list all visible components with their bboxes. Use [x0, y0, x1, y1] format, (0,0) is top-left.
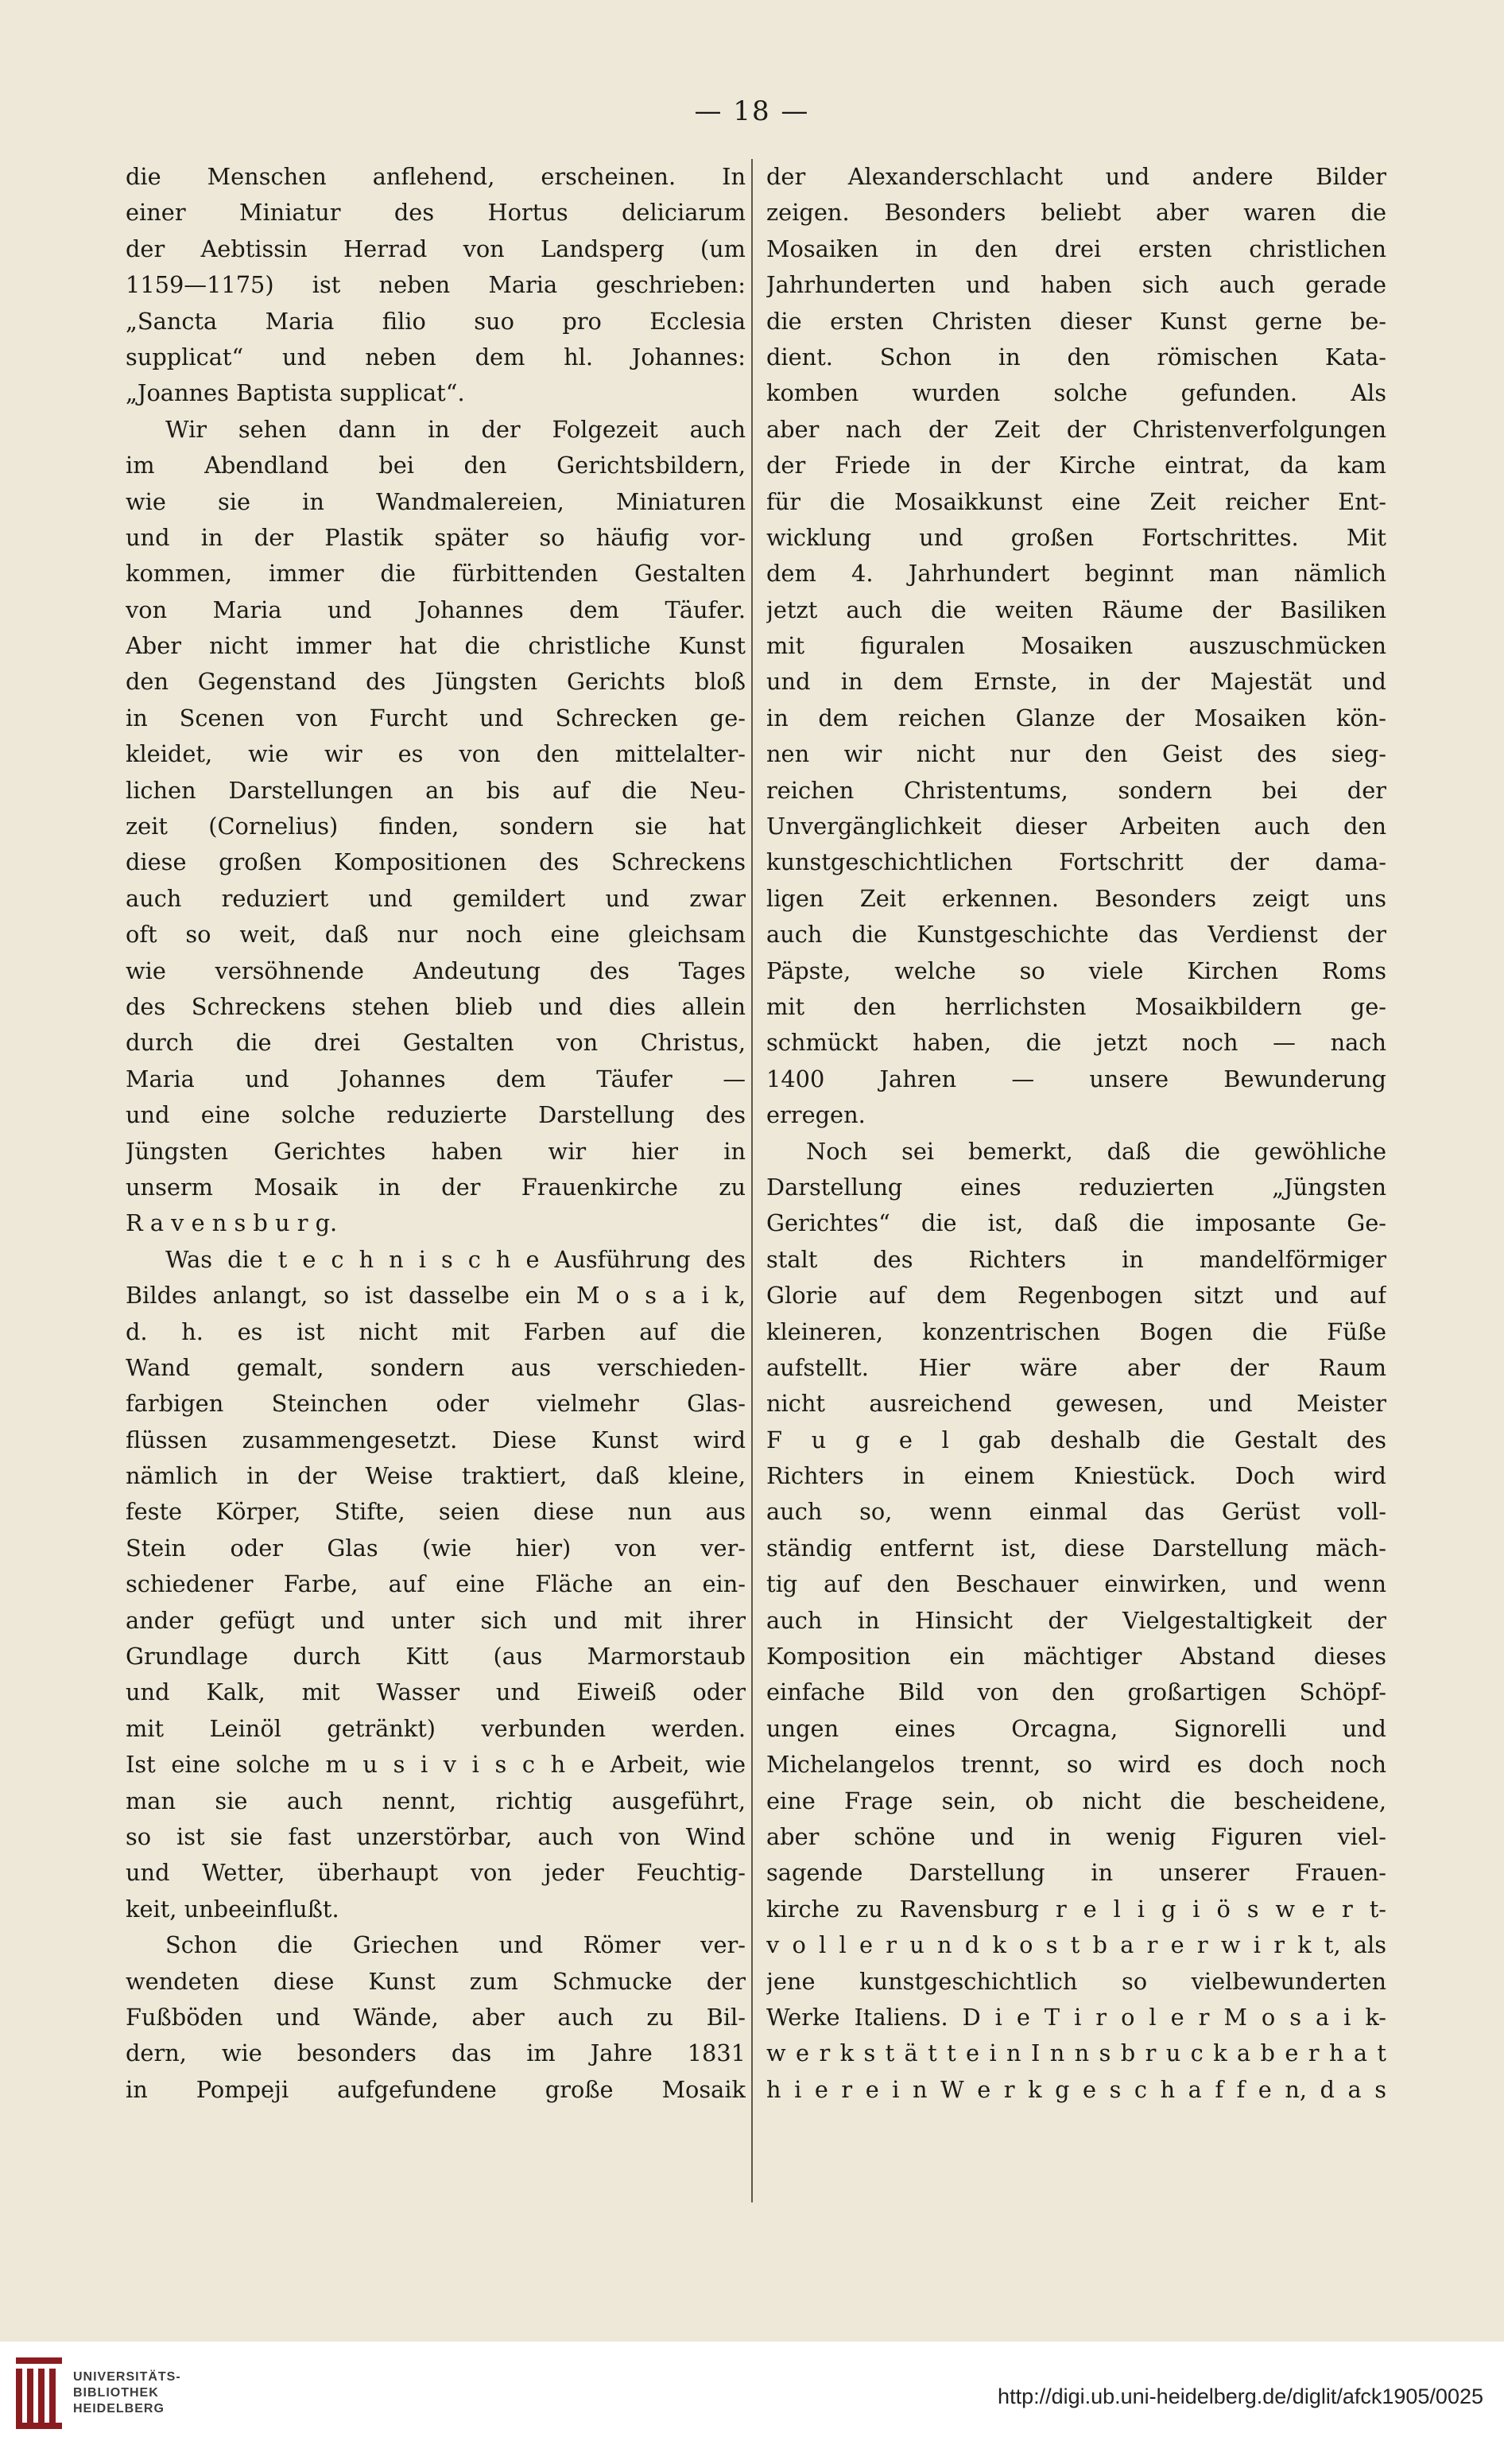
text-line: Mosaiken in den drei ersten christlichen [766, 235, 1386, 262]
text-line: die Menschen anflehend, erscheinen. In [126, 163, 746, 190]
text-line: Wir sehen dann in der Folgezeit auch [165, 415, 746, 443]
library-logo-text [73, 2369, 181, 2417]
text-line: den Gegenstand des Jüngsten Gerichts bloß [126, 668, 746, 696]
text-line: aufstellt. Hier wäre aber der Raum [766, 1353, 1386, 1381]
text-line: Gerichtes“ die ist, daß die imposante Ge- [766, 1209, 1386, 1237]
page-number: — 18 — [694, 95, 810, 127]
text-line: in dem reichen Glanze der Mosaiken kön- [766, 704, 1386, 731]
text-line: mit Leinöl getränkt) verbunden werden. [126, 1714, 746, 1742]
library-logo-icon [16, 2357, 62, 2429]
text-line: erregen. [766, 1101, 866, 1129]
text-line: feste Körper, Stifte, seien diese nun aus [126, 1498, 746, 1526]
text-line: diese großen Kompositionen des Schreckens [126, 848, 746, 876]
text-line: auch so, wenn einmal das Gerüst voll- [766, 1498, 1386, 1526]
text-line: Schon die Griechen und Römer ver- [165, 1931, 746, 1959]
text-line: kommen, immer die fürbittenden Gestalten [126, 560, 746, 588]
footer-url-link[interactable]: http://digi.ub.uni-heidelberg.de/diglit/afck1905/0025 [998, 2384, 1483, 2408]
text-line: zeigen. Besonders beliebt aber waren die [766, 199, 1386, 227]
text-line: die ersten Christen dieser Kunst gerne be- [766, 307, 1386, 335]
text-line: mit figuralen Mosaiken auszuschmücken [766, 632, 1386, 660]
text-line: und eine solche reduzierte Darstellung des [126, 1101, 746, 1129]
text-line: wie sie in Wandmalereien, Miniaturen [126, 487, 746, 515]
text-line: Maria und Johannes dem Täufer — [126, 1065, 746, 1092]
text-line: jetzt auch die weiten Räume der Basiliken [766, 596, 1386, 623]
text-line: einer Miniatur des Hortus deliciarum [126, 199, 746, 227]
text-line: farbigen Steinchen oder vielmehr Glas- [126, 1390, 746, 1418]
text-line: lichen Darstellungen an bis auf die Neu- [126, 776, 746, 804]
text-line: in Pompeji aufgefundene große Mosaik [126, 2075, 746, 2103]
text-line: dem 4. Jahrhundert beginnt man nämlich [766, 560, 1386, 588]
text-line: kleidet, wie wir es von den mittelalter- [126, 740, 746, 768]
text-line: Aber nicht immer hat die christliche Kunst [126, 632, 746, 660]
text-line: und Wetter, überhaupt von jeder Feuchtig- [126, 1859, 746, 1887]
text-line: ander gefügt und unter sich und mit ihrer [126, 1606, 746, 1634]
text-line: im Abendland bei den Gerichtsbildern, [126, 452, 746, 479]
text-line: durch die drei Gestalten von Christus, [126, 1029, 746, 1057]
text-line: schiedener Farbe, auf eine Fläche an ein- [126, 1570, 746, 1598]
logo-line: UNIVERSITÄTS- [73, 2370, 181, 2384]
text-line: supplicat“ und neben dem hl. Johannes: [126, 343, 746, 371]
text-line: nämlich in der Weise traktiert, daß kleine, [126, 1462, 746, 1490]
text-line: aber nach der Zeit der Christenverfolgungen [766, 415, 1386, 443]
text-line: Grundlage durch Kitt (aus Marmorstaub [126, 1643, 746, 1670]
text-line: der Friede in der Kirche eintrat, da kam [766, 452, 1386, 479]
text-line: Glorie auf dem Regenbogen sitzt und auf [766, 1282, 1386, 1310]
text-line: kunstgeschichtlichen Fortschritt der dama- [766, 848, 1386, 876]
text-line: Noch sei bemerkt, daß die gewöhliche [806, 1137, 1386, 1165]
text-line: sagende Darstellung in unserer Frauen- [766, 1859, 1386, 1887]
text-line: „Sancta Maria filio suo pro Ecclesia [126, 307, 746, 335]
text-line: und Kalk, mit Wasser und Eiweiß oder [126, 1678, 746, 1706]
text-line: Ist eine solche m u s i v i s c h e Arbeit, wie [126, 1751, 746, 1779]
text-line: so ist sie fast unzerstörbar, auch von Wind [126, 1822, 746, 1850]
text-line: dient. Schon in den römischen Kata- [766, 343, 1386, 371]
text-line: ständig entfernt ist, diese Darstellung mäch- [766, 1534, 1386, 1562]
text-line: Wand gemalt, sondern aus verschieden- [126, 1353, 746, 1381]
logo-line: BIBLIOTHEK [73, 2386, 159, 2400]
left-column [126, 159, 746, 2108]
text-line: kirche zu Ravensburg r e l i g i ö s w e r t- [766, 1895, 1386, 1923]
text-line: ungen eines Orcagna, Signorelli und [766, 1714, 1386, 1742]
library-logo[interactable] [16, 2357, 181, 2429]
text-line: Was die t e c h n i s c h e Ausführung des [165, 1245, 746, 1273]
text-line: flüssen zusammengesetzt. Diese Kunst wird [126, 1426, 746, 1453]
logo-line: HEIDELBERG [73, 2402, 165, 2415]
text-line: nen wir nicht nur den Geist des sieg- [766, 740, 1386, 768]
text-line: v o l l e r u n d k o s t b a r e r w i r k t, als [766, 1931, 1386, 1959]
text-line: Päpste, welche so viele Kirchen Roms [766, 956, 1386, 984]
text-line: eine Frage sein, ob nicht die bescheidene, [766, 1787, 1386, 1814]
text-line: von Maria und Johannes dem Täufer. [126, 596, 746, 623]
text-line: h i e r e i n W e r k g e s c h a f f e n, d a s [766, 2075, 1386, 2103]
column-divider [751, 159, 753, 2202]
text-line: ligen Zeit erkennen. Besonders zeigt uns [766, 884, 1386, 912]
text-line: Unvergänglichkeit dieser Arbeiten auch den [766, 813, 1386, 840]
text-line: w e r k s t ä t t e i n I n n s b r u c k a b e r h a t [766, 2039, 1386, 2067]
text-line: reichen Christentums, sondern bei der [766, 776, 1386, 804]
text-line: wendeten diese Kunst zum Schmucke der [126, 1967, 746, 1995]
text-line: einfache Bild von den großartigen Schöpf- [766, 1678, 1386, 1706]
text-line: Jüngsten Gerichtes haben wir hier in [126, 1137, 746, 1165]
text-line: Komposition ein mächtiger Abstand dieses [766, 1643, 1386, 1670]
text-line: jene kunstgeschichtlich so vielbewunderten [766, 1967, 1386, 1995]
text-line: auch in Hinsicht der Vielgestaltigkeit der [766, 1606, 1386, 1634]
text-line: und in der Plastik später so häufig vor- [126, 523, 746, 551]
text-line: komben wurden solche gefunden. Als [766, 379, 1386, 407]
text-line: tig auf den Beschauer einwirken, und wenn [766, 1570, 1386, 1598]
text-line: nicht ausreichend gewesen, und Meister [766, 1390, 1386, 1418]
text-line: „Joannes Baptista supplicat“. [126, 379, 465, 407]
text-line: d. h. es ist nicht mit Farben auf die [126, 1317, 746, 1345]
text-line: unserm Mosaik in der Frauenkirche zu [126, 1173, 746, 1201]
text-line: dern, wie besonders das im Jahre 1831 [126, 2039, 746, 2067]
text-line: in Scenen von Furcht und Schrecken ge- [126, 704, 746, 731]
text-line: R a v e n s b u r g. [126, 1209, 338, 1237]
text-line: stalt des Richters in mandelförmiger [766, 1245, 1386, 1273]
text-line: mit den herrlichsten Mosaikbildern ge- [766, 992, 1386, 1020]
text-line: kleineren, konzentrischen Bogen die Füße [766, 1317, 1386, 1345]
text-line: wie versöhnende Andeutung des Tages [126, 956, 746, 984]
text-line: wicklung und großen Fortschrittes. Mit [766, 523, 1386, 551]
text-line: des Schreckens stehen blieb und dies allein [126, 992, 746, 1020]
text-line: man sie auch nennt, richtig ausgeführt, [126, 1787, 746, 1814]
text-line: schmückt haben, die jetzt noch — nach [766, 1029, 1386, 1057]
text-line: für die Mosaikkunst eine Zeit reicher Ent- [766, 487, 1386, 515]
text-line: 1400 Jahren — unsere Bewunderung [766, 1065, 1386, 1092]
text-line: Stein oder Glas (wie hier) von ver- [126, 1534, 746, 1562]
text-line: der Alexanderschlacht und andere Bilder [766, 163, 1386, 190]
text-line: Richters in einem Kniestück. Doch wird [766, 1462, 1386, 1490]
text-line: auch reduziert und gemildert und zwar [126, 884, 746, 912]
text-line: und in dem Ernste, in der Majestät und [766, 668, 1386, 696]
text-line: der Aebtissin Herrad von Landsperg (um [126, 235, 746, 262]
footer [0, 2342, 1504, 2464]
text-line: keit, unbeeinflußt. [126, 1895, 339, 1923]
text-line: Fußböden und Wände, aber auch zu Bil- [126, 2003, 746, 2031]
text-line: aber schöne und in wenig Figuren viel- [766, 1822, 1386, 1850]
right-column [766, 159, 1386, 2108]
text-line: Darstellung eines reduzierten „Jüngsten [766, 1173, 1386, 1201]
text-line: oft so weit, daß nur noch eine gleichsam [126, 921, 746, 949]
text-line: 1159—1175) ist neben Maria geschrieben: [126, 271, 746, 299]
text-line: Werke Italiens. D i e T i r o l e r M o s a i k- [766, 2003, 1386, 2031]
text-line: F u g e l gab deshalb die Gestalt des [766, 1426, 1386, 1453]
text-line: Jahrhunderten und haben sich auch gerade [766, 271, 1386, 299]
text-line: Michelangelos trennt, so wird es doch noch [766, 1751, 1386, 1779]
text-line: zeit (Cornelius) finden, sondern sie hat [126, 813, 746, 840]
text-line: Bildes anlangt, so ist dasselbe ein M o s a i k, [126, 1282, 746, 1310]
text-line: auch die Kunstgeschichte das Verdienst der [766, 921, 1386, 949]
